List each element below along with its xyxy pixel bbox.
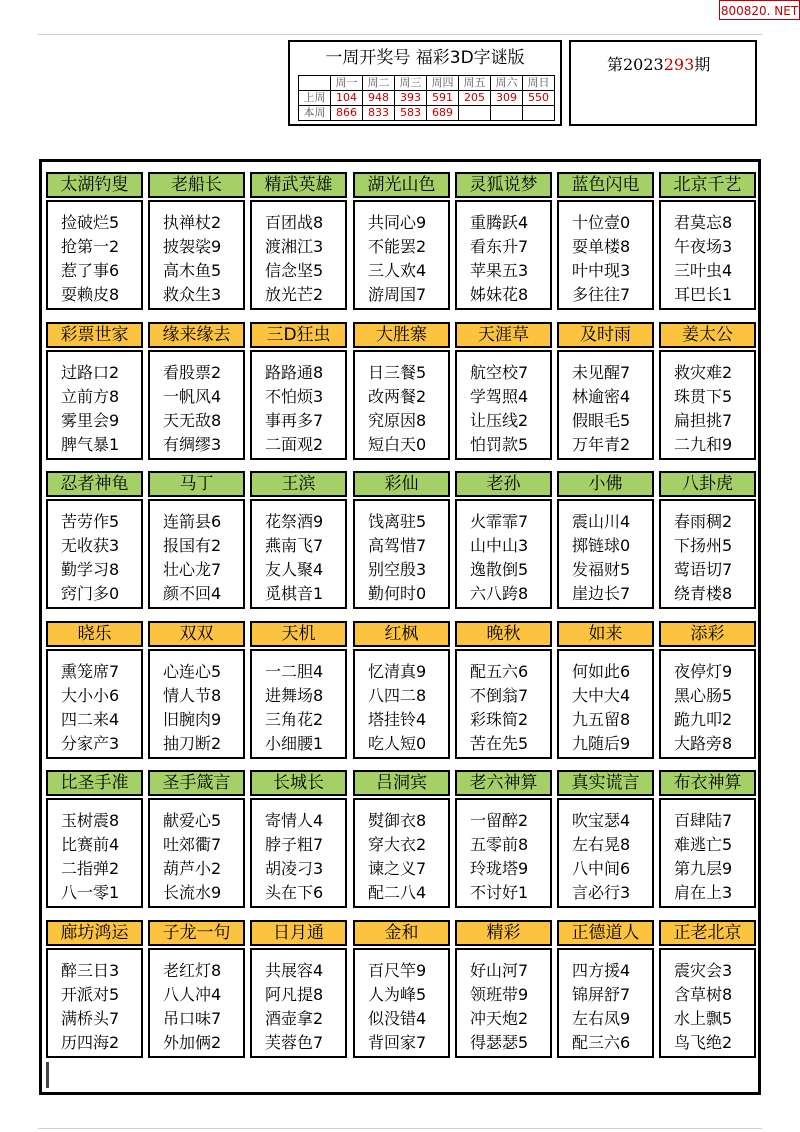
weekly-results-title: 一周开奖号 福彩3D字谜版 (325, 48, 525, 68)
issue-number-box (569, 40, 757, 126)
riddle-line: 八中间6 (572, 859, 631, 878)
riddle-lines (250, 948, 347, 1058)
riddle-line: 彩珠简2 (470, 710, 529, 729)
day-label: 周三 (395, 76, 427, 91)
riddle-line: 一留醉2 (470, 811, 529, 830)
issue-number: 293 (663, 55, 695, 74)
riddle-lines (659, 948, 756, 1058)
result-value: 104 (331, 91, 363, 106)
riddle-lines (46, 350, 143, 460)
riddle-line: 不怕烦3 (265, 387, 324, 406)
riddle-author: 王滨 (250, 471, 347, 497)
riddle-line: 好山河7 (470, 961, 529, 980)
result-value: 591 (427, 91, 459, 106)
riddle-line: 熨御衣8 (368, 811, 427, 830)
riddle-line: 六八跨8 (470, 584, 529, 603)
riddle-lines (250, 350, 347, 460)
riddle-line: 连箭县6 (163, 512, 222, 531)
riddle-line: 献爱心5 (163, 811, 222, 830)
riddle-line: 头在下6 (265, 883, 324, 902)
riddle-line: 珠贯下5 (674, 387, 733, 406)
result-value: 393 (395, 91, 427, 106)
riddle-line: 高木鱼5 (163, 261, 222, 280)
last-week-label: 上周 (299, 91, 331, 106)
riddle-line: 肩在上3 (674, 883, 733, 902)
riddle-author: 湖光山色 (353, 172, 450, 198)
riddle-author: 大胜寨 (353, 322, 450, 348)
riddle-lines (353, 798, 450, 908)
riddle-line: 窍门多0 (61, 584, 120, 603)
riddle-line: 春雨稠2 (674, 512, 733, 531)
riddle-author: 马丁 (148, 471, 245, 497)
riddle-line: 吃人短0 (368, 734, 427, 753)
issue-prefix: 第2023 (607, 55, 664, 74)
riddle-author: 天机 (250, 621, 347, 647)
riddle-line: 葫芦小2 (163, 859, 222, 878)
riddle-line: 不讨好1 (470, 883, 529, 902)
riddle-line: 学驾照4 (470, 387, 529, 406)
riddle-line: 二面观2 (265, 435, 324, 454)
riddle-lines (557, 649, 654, 759)
riddle-line: 一帆风4 (163, 387, 222, 406)
riddle-line: 外加俩2 (163, 1033, 222, 1052)
riddle-line: 天无敌8 (163, 411, 222, 430)
riddle-lines (46, 798, 143, 908)
riddle-lines (455, 350, 552, 460)
riddle-line: 颜不回4 (163, 584, 222, 603)
riddle-line: 百肆陆7 (674, 811, 733, 830)
riddle-line: 水上飘5 (674, 1009, 733, 1028)
riddle-line: 友人聚4 (265, 560, 324, 579)
bottom-divider (38, 1128, 762, 1129)
riddle-line: 抢第一2 (61, 237, 120, 256)
riddle-author: 及时雨 (557, 322, 654, 348)
riddle-line: 胡凌刁3 (265, 859, 324, 878)
riddle-line: 假眼毛5 (572, 411, 631, 430)
riddle-line: 穿大衣2 (368, 835, 427, 854)
riddle-line: 信念坚5 (265, 261, 324, 280)
riddle-line: 觅棋音1 (265, 584, 324, 603)
riddle-line: 熏笼席7 (61, 662, 120, 681)
riddle-line: 夜停灯9 (674, 662, 733, 681)
riddle-line: 日三餐5 (368, 363, 427, 382)
riddle-lines (659, 200, 756, 310)
riddle-lines (455, 798, 552, 908)
riddle-line: 看东升7 (470, 237, 529, 256)
riddle-line: 不倒翁7 (470, 686, 529, 705)
riddle-line: 八四二8 (368, 686, 427, 705)
site-badge[interactable]: 800820. NET (719, 0, 800, 20)
riddle-line: 第九层9 (674, 859, 733, 878)
riddle-line: 背回家7 (368, 1033, 427, 1052)
riddle-line: 执禅杖2 (163, 213, 222, 232)
riddle-line: 披袈裟9 (163, 237, 222, 256)
riddle-author: 晓乐 (46, 621, 143, 647)
riddle-lines (46, 200, 143, 310)
riddle-line: 耍赖皮8 (61, 285, 120, 304)
result-value (523, 106, 555, 121)
riddle-line: 渡湘江3 (265, 237, 324, 256)
riddle-line: 含草树8 (674, 985, 733, 1004)
result-value: 309 (491, 91, 523, 106)
riddle-line: 苹果五3 (470, 261, 529, 280)
riddle-line: 怕罚款5 (470, 435, 529, 454)
riddle-line: 救灾难2 (674, 363, 733, 382)
riddle-line: 林逾密4 (572, 387, 631, 406)
riddle-line: 九五留8 (572, 710, 631, 729)
riddle-line: 过路口2 (61, 363, 120, 382)
corner-cell (299, 76, 331, 91)
riddle-line: 黑心肠5 (674, 686, 733, 705)
riddle-author: 精彩 (455, 920, 552, 946)
riddle-line: 震灾会3 (674, 961, 733, 980)
riddle-line: 看股票2 (163, 363, 222, 382)
riddle-line: 冲天炮2 (470, 1009, 529, 1028)
riddle-lines (455, 200, 552, 310)
riddle-author: 灵狐说梦 (455, 172, 552, 198)
riddle-line: 游周国7 (368, 285, 427, 304)
riddle-line: 似没错4 (368, 1009, 427, 1028)
riddle-author: 三D狂虫 (250, 322, 347, 348)
riddle-line: 救众生3 (163, 285, 222, 304)
this-week-label: 本周 (299, 106, 331, 121)
riddle-lines (659, 649, 756, 759)
riddle-line: 捡破烂5 (61, 213, 120, 232)
riddle-author: 如来 (557, 621, 654, 647)
riddle-line: 耳巴长1 (674, 285, 733, 304)
riddle-author: 正老北京 (659, 920, 756, 946)
riddle-line: 未见醒7 (572, 363, 631, 382)
riddle-line: 共展容4 (265, 961, 324, 980)
riddle-author: 姜太公 (659, 322, 756, 348)
riddle-line: 崖边长7 (572, 584, 631, 603)
riddle-line: 航空校7 (470, 363, 529, 382)
riddle-lines (250, 499, 347, 609)
riddle-author: 蓝色闪电 (557, 172, 654, 198)
riddle-lines (557, 798, 654, 908)
riddle-line: 扁担挑7 (674, 411, 733, 430)
riddle-lines (250, 649, 347, 759)
riddle-line: 五零前8 (470, 835, 529, 854)
top-divider (38, 34, 762, 35)
riddle-author: 老孙 (455, 471, 552, 497)
riddle-line: 八人冲4 (163, 985, 222, 1004)
riddle-line: 莺语切7 (674, 560, 733, 579)
riddle-lines (557, 200, 654, 310)
result-value (459, 106, 491, 121)
riddle-line: 勤学习8 (61, 560, 120, 579)
result-value: 833 (363, 106, 395, 121)
riddle-line: 花祭酒9 (265, 512, 324, 531)
day-label: 周二 (363, 76, 395, 91)
riddle-line: 高驾惜7 (368, 536, 427, 555)
riddle-line: 重腾跃4 (470, 213, 529, 232)
riddle-author: 吕洞宾 (353, 770, 450, 796)
riddle-lines (148, 798, 245, 908)
riddle-line: 百尺竿9 (368, 961, 427, 980)
riddle-line: 大小小6 (61, 686, 120, 705)
riddle-author: 天涯草 (455, 322, 552, 348)
riddle-line: 午夜场3 (674, 237, 733, 256)
riddle-line: 小细腰1 (265, 734, 324, 753)
riddle-line: 九随后9 (572, 734, 631, 753)
riddle-author: 子龙一句 (148, 920, 245, 946)
riddle-line: 逸散倒5 (470, 560, 529, 579)
riddle-line: 吊口味7 (163, 1009, 222, 1028)
riddle-line: 领班带9 (470, 985, 529, 1004)
riddle-author: 晚秋 (455, 621, 552, 647)
riddle-line: 脖子粗7 (265, 835, 324, 854)
weekly-results-table (298, 75, 555, 121)
riddle-line: 惹了事6 (61, 261, 120, 280)
riddle-line: 言必行3 (572, 883, 631, 902)
riddle-author: 布衣神算 (659, 770, 756, 796)
riddle-line: 长流水9 (163, 883, 222, 902)
riddle-author: 廊坊鸿运 (46, 920, 143, 946)
riddle-lines (46, 649, 143, 759)
riddle-line: 进舞场8 (265, 686, 324, 705)
riddle-lines (250, 798, 347, 908)
this-week-row (299, 106, 555, 121)
last-week-row (299, 91, 555, 106)
riddle-lines (148, 200, 245, 310)
riddle-line: 十位壹0 (572, 213, 631, 232)
riddle-lines (250, 200, 347, 310)
riddle-line: 配五六6 (470, 662, 529, 681)
riddle-lines (353, 200, 450, 310)
riddle-author: 比圣手准 (46, 770, 143, 796)
riddle-line: 路路通8 (265, 363, 324, 382)
riddle-line: 旧腕肉9 (163, 710, 222, 729)
riddle-line: 抽刀断2 (163, 734, 222, 753)
riddle-line: 寄情人4 (265, 811, 324, 830)
riddle-line: 塔挂铃4 (368, 710, 427, 729)
riddle-author: 长城长 (250, 770, 347, 796)
result-value: 205 (459, 91, 491, 106)
riddle-line: 吐郊衢7 (163, 835, 222, 854)
riddle-line: 苦劳作5 (61, 512, 120, 531)
riddle-author: 金和 (353, 920, 450, 946)
riddle-line: 难逃亡5 (674, 835, 733, 854)
result-value: 583 (395, 106, 427, 121)
riddle-line: 四方援4 (572, 961, 631, 980)
riddle-line: 开派对5 (61, 985, 120, 1004)
riddle-line: 得瑟瑟5 (470, 1033, 529, 1052)
result-value (491, 106, 523, 121)
riddle-line: 短白天0 (368, 435, 427, 454)
riddle-line: 改两餐2 (368, 387, 427, 406)
riddle-author: 老船长 (148, 172, 245, 198)
riddle-lines (46, 499, 143, 609)
weekly-results-box (288, 40, 562, 126)
riddle-lines (557, 350, 654, 460)
riddle-author: 太湖钓叟 (46, 172, 143, 198)
riddle-line: 玲珑塔9 (470, 859, 529, 878)
riddle-lines (557, 499, 654, 609)
riddle-lines (557, 948, 654, 1058)
riddle-line: 锦屏舒7 (572, 985, 631, 1004)
riddle-line: 下扬州5 (674, 536, 733, 555)
riddle-line: 无收获3 (61, 536, 120, 555)
riddle-author: 小佛 (557, 471, 654, 497)
riddle-line: 吹宝瑟4 (572, 811, 631, 830)
riddle-line: 有绸缪3 (163, 435, 222, 454)
riddle-author: 忍者神龟 (46, 471, 143, 497)
riddle-line: 雾里会9 (61, 411, 120, 430)
riddle-line: 比赛前4 (61, 835, 120, 854)
day-label: 周一 (331, 76, 363, 91)
riddle-line: 三叶虫4 (674, 261, 733, 280)
riddle-line: 放光芒2 (265, 285, 324, 304)
day-label: 周六 (491, 76, 523, 91)
riddle-line: 老红灯8 (163, 961, 222, 980)
day-label: 周五 (459, 76, 491, 91)
riddle-line: 勤何时0 (368, 584, 427, 603)
riddle-line: 忆清真9 (368, 662, 427, 681)
riddle-line: 苦在先5 (470, 734, 529, 753)
riddle-lines (455, 948, 552, 1058)
riddle-line: 满桥头7 (61, 1009, 120, 1028)
riddle-lines (148, 499, 245, 609)
riddle-lines (148, 649, 245, 759)
riddle-line: 谏之义7 (368, 859, 427, 878)
riddle-line: 分家产3 (61, 734, 120, 753)
riddle-line: 山中山3 (470, 536, 529, 555)
riddle-line: 究原因8 (368, 411, 427, 430)
day-label: 周日 (523, 76, 555, 91)
riddle-lines (353, 350, 450, 460)
riddle-line: 历四海2 (61, 1033, 120, 1052)
riddle-line: 情人节8 (163, 686, 222, 705)
riddle-line: 发福财5 (572, 560, 631, 579)
riddle-line: 二指弹2 (61, 859, 120, 878)
riddle-author: 添彩 (659, 621, 756, 647)
riddle-author: 真实谎言 (557, 770, 654, 796)
riddle-lines (353, 948, 450, 1058)
riddle-line: 事再多7 (265, 411, 324, 430)
riddle-line: 不能罢2 (368, 237, 427, 256)
riddle-line: 共同心9 (368, 213, 427, 232)
riddle-author: 日月通 (250, 920, 347, 946)
riddle-lines (455, 499, 552, 609)
riddle-author: 精武英雄 (250, 172, 347, 198)
riddle-line: 震山川4 (572, 512, 631, 531)
riddle-line: 绕青楼8 (674, 584, 733, 603)
riddle-author: 八卦虎 (659, 471, 756, 497)
riddle-line: 鸟飞绝2 (674, 1033, 733, 1052)
riddle-line: 掷链球0 (572, 536, 631, 555)
riddle-lines (455, 649, 552, 759)
riddle-line: 君莫忘8 (674, 213, 733, 232)
riddle-line: 跪九叩2 (674, 710, 733, 729)
riddle-line: 玉树震8 (61, 811, 120, 830)
riddle-line: 让压线2 (470, 411, 529, 430)
riddle-line: 阿凡提8 (265, 985, 324, 1004)
result-value: 550 (523, 91, 555, 106)
riddle-author: 老六神算 (455, 770, 552, 796)
riddle-line: 叶中现3 (572, 261, 631, 280)
riddle-line: 火霏霏7 (470, 512, 529, 531)
riddle-line: 四二来4 (61, 710, 120, 729)
riddle-line: 大路旁8 (674, 734, 733, 753)
riddle-lines (353, 499, 450, 609)
riddle-line: 姊妹花8 (470, 285, 529, 304)
riddle-lines (659, 798, 756, 908)
riddle-line: 耍单楼8 (572, 237, 631, 256)
riddle-line: 左右晃8 (572, 835, 631, 854)
riddle-line: 配二八4 (368, 883, 427, 902)
riddle-line: 醉三日3 (61, 961, 120, 980)
riddle-lines (659, 499, 756, 609)
riddle-lines (353, 649, 450, 759)
riddle-line: 八一零1 (61, 883, 120, 902)
riddle-line: 二九和9 (674, 435, 733, 454)
riddle-line: 脾气暴1 (61, 435, 120, 454)
riddle-line: 三人欢4 (368, 261, 427, 280)
result-value: 866 (331, 106, 363, 121)
riddle-line: 三角花2 (265, 710, 324, 729)
riddle-line: 多往往7 (572, 285, 631, 304)
riddle-line: 芙蓉色7 (265, 1033, 324, 1052)
riddle-author: 红枫 (353, 621, 450, 647)
result-value: 689 (427, 106, 459, 121)
riddle-author: 缘来缘去 (148, 322, 245, 348)
riddle-line: 酒壶拿2 (265, 1009, 324, 1028)
result-value: 948 (363, 91, 395, 106)
riddle-lines (148, 350, 245, 460)
days-row (299, 76, 555, 91)
riddle-line: 人为峰5 (368, 985, 427, 1004)
riddle-line: 大中大4 (572, 686, 631, 705)
riddle-author: 双双 (148, 621, 245, 647)
riddle-line: 左右凤9 (572, 1009, 631, 1028)
riddle-line: 何如此6 (572, 662, 631, 681)
riddle-line: 别空殷3 (368, 560, 427, 579)
riddle-line: 百团战8 (265, 213, 324, 232)
riddle-grid (46, 172, 756, 1056)
riddle-line: 饯离驻5 (368, 512, 427, 531)
riddle-author: 北京千艺 (659, 172, 756, 198)
issue-suffix: 期 (694, 55, 711, 74)
riddle-lines (46, 948, 143, 1058)
riddle-line: 一二胆4 (265, 662, 324, 681)
riddle-line: 报国有2 (163, 536, 222, 555)
riddle-line: 万年青2 (572, 435, 631, 454)
riddle-line: 燕南飞7 (265, 536, 324, 555)
riddle-lines (148, 948, 245, 1058)
riddle-author: 圣手箴言 (148, 770, 245, 796)
riddle-author: 彩仙 (353, 471, 450, 497)
day-label: 周四 (427, 76, 459, 91)
riddle-author: 彩票世家 (46, 322, 143, 348)
riddle-line: 配三六6 (572, 1033, 631, 1052)
riddle-line: 心连心5 (163, 662, 222, 681)
margin-mark (46, 1062, 49, 1088)
riddle-author: 正德道人 (557, 920, 654, 946)
riddle-line: 立前方8 (61, 387, 120, 406)
riddle-line: 壮心龙7 (163, 560, 222, 579)
riddle-lines (659, 350, 756, 460)
